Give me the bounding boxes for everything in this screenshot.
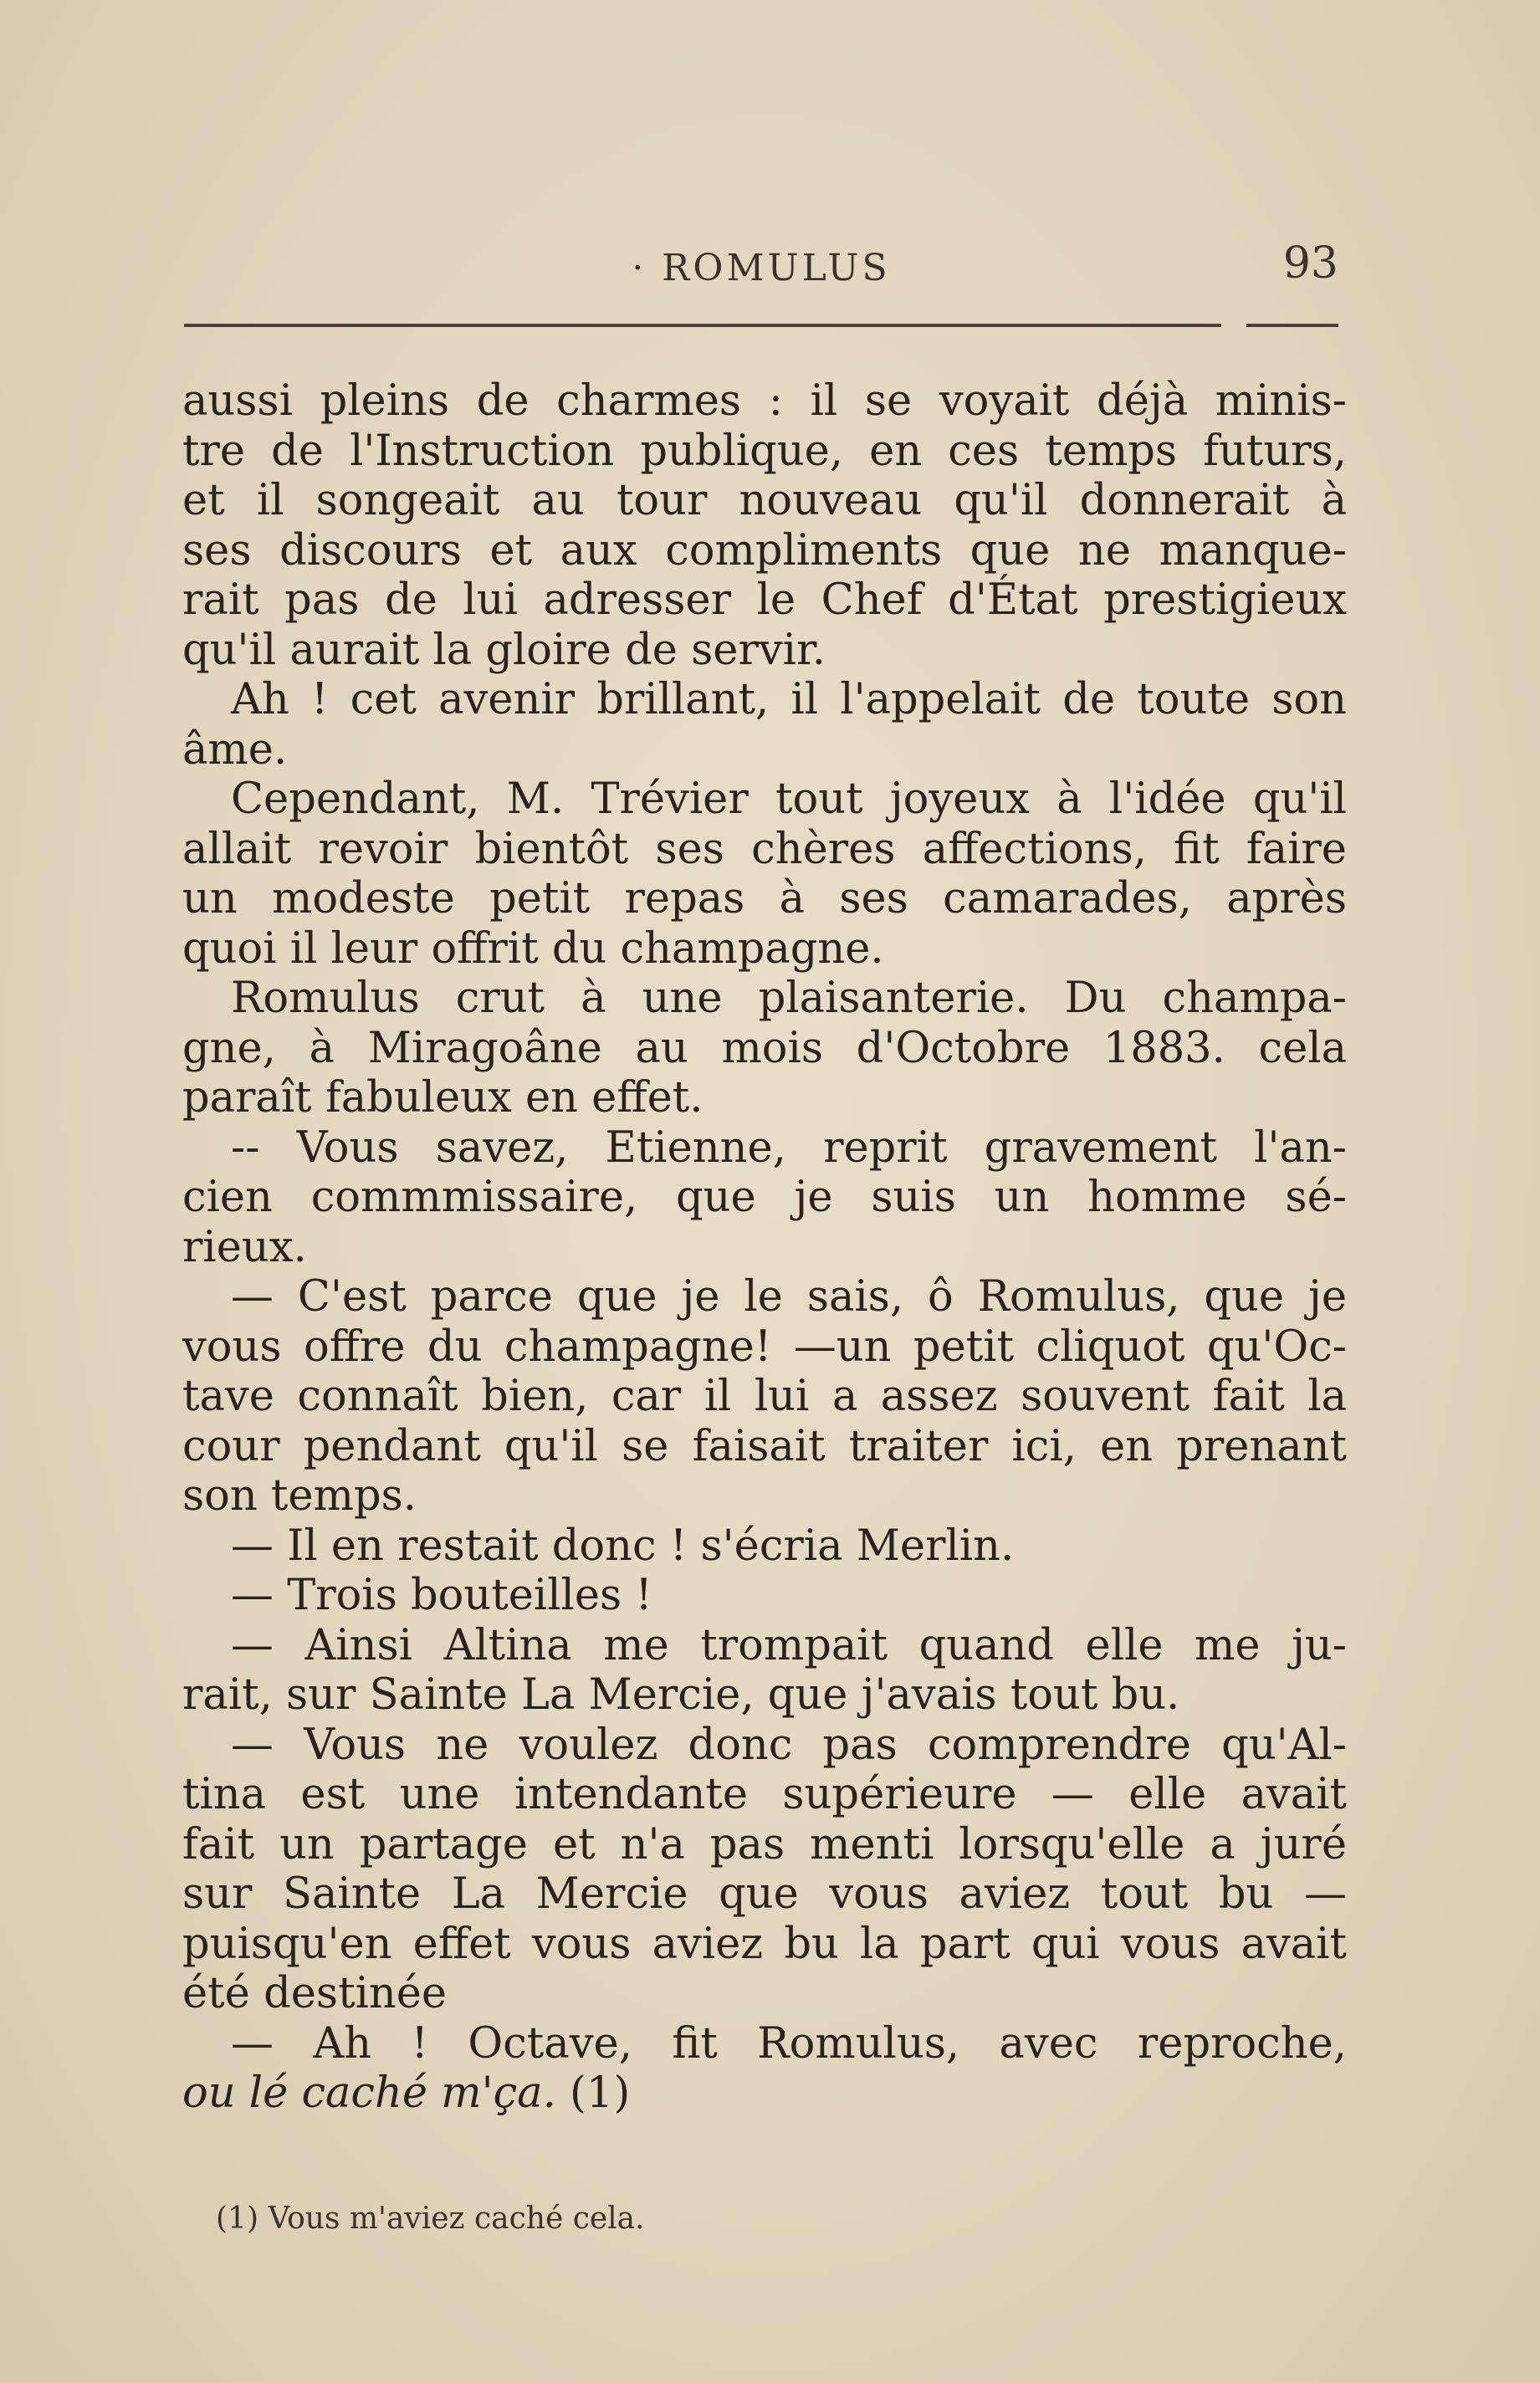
text-line: — Ah ! Octave, fit Romulus, avec reproche, <box>231 2018 1347 2069</box>
text-line: tina est une intendante supérieure — elle avait <box>182 1770 1347 1819</box>
text-line: — Il en restait donc ! s'écria Merlin. <box>231 1521 1015 1571</box>
text-line: rait, sur Sainte La Mercie, que j'avais tout bu. <box>182 1670 1180 1720</box>
text-line: — Vous ne voulez donc pas comprendre qu'Al- <box>231 1720 1347 1770</box>
text-line: rait pas de lui adresser le Chef d'État prestigieux <box>182 575 1347 625</box>
text-line: paraît fabuleux en effet. <box>182 1073 703 1122</box>
text-line: Cependant, M. Trévier tout joyeux à l'idée qu'il <box>231 775 1347 824</box>
text-line: — Trois bouteilles ! <box>231 1571 652 1620</box>
text-line: fait un partage et n'a pas menti lorsqu'elle a juré <box>182 1819 1347 1869</box>
running-head <box>184 238 1338 305</box>
text-line: âme. <box>182 724 288 775</box>
text-line: un modeste petit repas à ses camarades, après <box>182 874 1347 923</box>
text-line: tave connaît bien, car il lui a assez souvent fait la <box>182 1372 1347 1421</box>
text-line: cour pendant qu'il se faisait traiter ici, en prenant <box>182 1421 1347 1471</box>
text-line-last <box>182 2069 1347 2119</box>
text-line: Romulus crut à une plaisanterie. Du champa- <box>231 974 1347 1023</box>
text-line: ses discours et aux compliments que ne manque- <box>182 525 1347 575</box>
text-line: sur Sainte La Mercie que vous aviez tout bu — <box>182 1869 1347 1919</box>
text-line: gne, à Miragoâne au mois d'Octobre 1883. cela <box>182 1023 1347 1073</box>
text-line: cien commmissaire, que je suis un homme sé- <box>182 1173 1347 1222</box>
body-text <box>182 376 1347 2119</box>
text-line: allait revoir bientôt ses chères affections, fit faire <box>182 824 1347 874</box>
footnote-reference: (1) <box>570 2069 631 2118</box>
text-line: quoi il leur offrit du champagne. <box>182 923 884 974</box>
text-line: vous offre du champagne! —un petit cliquot qu'Oc- <box>182 1322 1347 1372</box>
text-line: — C'est parce que je le sais, ô Romulus, que je <box>231 1272 1347 1322</box>
text-line: et il songeait au tour nouveau qu'il donnerait à <box>182 476 1347 525</box>
text-line: -- Vous savez, Etienne, reprit gravement l'an- <box>231 1122 1347 1173</box>
text-line: puisqu'en effet vous aviez bu la part qui vous avait <box>182 1919 1347 1969</box>
text-line: qu'il aurait la gloire de servir. <box>182 625 826 675</box>
header-rule <box>184 324 1338 327</box>
text-line: — Ainsi Altina me trompait quand elle me ju- <box>231 1620 1347 1670</box>
running-title: · ROMULUS <box>632 247 891 289</box>
text-line: été destinée <box>182 1969 448 2018</box>
footnote: (1) Vous m'aviez caché cela. <box>216 2201 645 2236</box>
text-line: son temps. <box>182 1471 417 1521</box>
text-line: rieux. <box>182 1222 307 1272</box>
header-rule-gap <box>1221 322 1246 329</box>
text-line: Ah ! cet avenir brillant, il l'appelait de toute son <box>231 675 1347 724</box>
creole-phrase: ou lé caché m'ça. <box>182 2069 556 2118</box>
text-line: aussi pleins de charmes : il se voyait déjà minis- <box>182 376 1347 426</box>
page-number: 93 <box>1282 238 1338 289</box>
text-line: tre de l'Instruction publique, en ces temps futurs, <box>182 426 1347 476</box>
